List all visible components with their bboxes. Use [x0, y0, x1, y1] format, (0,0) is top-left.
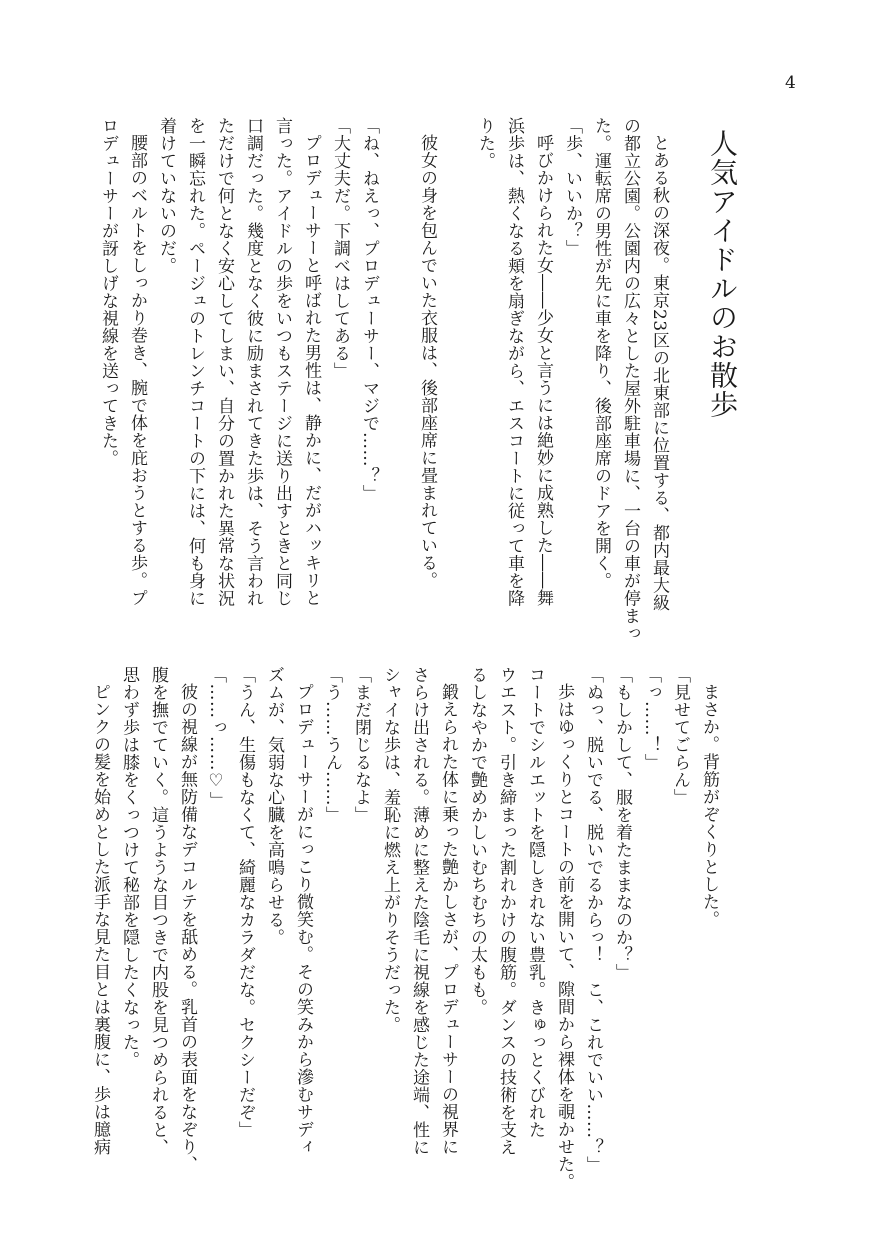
text-line: プロデューサーと呼ばれた男性は、静かに、だがハッキリと: [301, 134, 321, 607]
text-line: 彼の視線が無防備なデコルテを舐める。乳首の表面をなぞり、: [177, 683, 197, 1173]
text-line: さらけ出される。薄めに整えた陰毛に視線を感じた途端、性に: [409, 666, 429, 1156]
text-line: ズムが、気弱な心臓を高鳴らせる。: [264, 666, 284, 946]
text-line: 「歩、いいか？」: [562, 117, 582, 257]
text-line: 腹を撫でていく。這うような目つきで内股を見つめられると、: [148, 666, 168, 1156]
text-line: コートでシルエットを隠しきれない豊乳。きゅっとくびれた: [525, 666, 545, 1139]
text-line: 「大丈夫だ。下調べはしてある」: [330, 117, 350, 380]
lower-text-block: [56, 666, 781, 1191]
text-line: [383, 117, 412, 627]
text-line: 「見せてごらん」: [670, 666, 690, 806]
text-line: 口調だった。幾度となく彼に励まされてきた歩は、そう言われ: [243, 117, 263, 607]
text-line: ただけで何となく安心してしまい、自分の置かれた異常な状況: [214, 117, 234, 607]
text-line: 腰部のベルトをしっかり巻き、腕で体を庇おうとする歩。プ: [127, 134, 147, 607]
chapter-title: 人気アイドルのお散歩: [706, 128, 739, 419]
text-line: シャイな歩は、羞恥に燃え上がりそうだった。: [380, 666, 400, 1034]
lower-lines: [85, 666, 723, 1191]
text-line: 浜歩は、熱くなる頬を扇ぎながら、エスコートに従って車を降: [504, 117, 524, 607]
text-line: 「ね、ねえっ、プロデューサー、マジで……？」: [359, 117, 379, 502]
text-line: ウエスト。引き締まった割れかけの腹筋。ダンスの技術を支え: [496, 666, 516, 1156]
text-line: るしなやかで艶めかしいむちむちの太もも。: [467, 666, 487, 1016]
text-line: 「まだ閉じるなよ」: [351, 666, 371, 824]
text-line: た。運転席の男性が先に車を降り、後部座席のドアを開く。: [591, 117, 611, 590]
text-line: りた。: [475, 117, 495, 170]
text-line: 言った。アイドルの歩をいつもステージに送り出すときと同じ: [272, 117, 292, 607]
text-line: プロデューサーがにっこり微笑む。その笑みから滲むサディ: [293, 683, 313, 1156]
text-line: 着けていないのだ。: [156, 117, 176, 275]
text-line: の都立公園。公園内の広々とした屋外駐車場に、一台の車が停まっ: [620, 117, 640, 642]
text-line: まさか。背筋がぞくりとした。: [699, 683, 719, 928]
text-line: 呼びかけられた女――少女と言うには絶妙に成熟した――舞: [533, 134, 553, 607]
text-line: 思わず歩は膝をくっつけて秘部を隠したくなった。: [119, 666, 139, 1069]
text-line: 「もしかして、服を着たままなのか？」: [612, 666, 632, 981]
text-line: 鍛えられた体に乗った艶かしさが、プロデューサーの視界に: [438, 683, 458, 1156]
text-line: 「うん、生傷もなくて、綺麗なカラダだな。セクシーだぞ」: [235, 666, 255, 1139]
upper-lines: [93, 117, 673, 642]
text-line: ロデューサーが訝しげな視線を送ってきた。: [98, 117, 118, 467]
text-line: 「っ……！」: [641, 666, 661, 771]
text-line: 「ぬっ、脱いでる、脱いでるからっ！ こ、これでいい……？」: [583, 666, 603, 1174]
upper-text-block: [64, 117, 771, 642]
text-line: [441, 117, 470, 627]
page-number: 4: [785, 73, 796, 93]
text-line: 「……っ……♡」: [206, 666, 226, 809]
text-line: 歩はゆっくりとコートの前を開いて、隙間から裸体を覗かせた。: [554, 683, 574, 1191]
text-line: 「う……うん……」: [322, 666, 342, 824]
text-line: を一瞬忘れた。ページュのトレンチコートの下には、何も身に: [185, 117, 205, 607]
text-line: とある秋の深夜。東京23区の北東部に位置する、都内最大級: [649, 134, 669, 612]
text-line: ピンクの髪を始めとした派手な見た目とは裏腹に、歩は臆病: [90, 683, 110, 1156]
text-line: 彼女の身を包んでいた衣服は、後部座席に畳まれている。: [417, 134, 437, 589]
